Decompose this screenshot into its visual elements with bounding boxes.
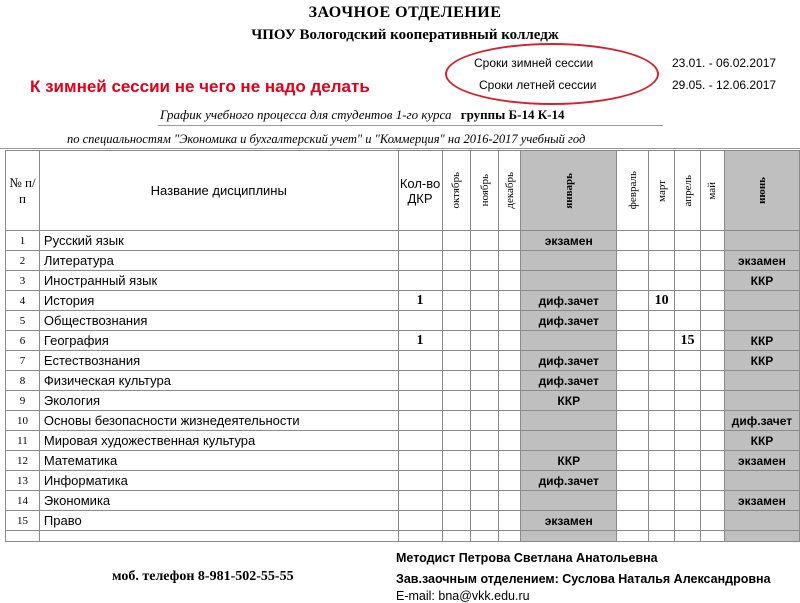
cell-jun: экзамен (724, 451, 799, 471)
cell-dec (499, 351, 521, 371)
dkr-count (398, 391, 442, 411)
col-header-jun (724, 151, 799, 231)
cell-jan: диф.зачет (521, 351, 617, 371)
cell-apr (675, 291, 701, 311)
row-number: 6 (6, 331, 40, 351)
cell-nov (471, 331, 499, 351)
row-number: 13 (6, 471, 40, 491)
cell-apr (675, 431, 701, 451)
month-oct-label: октябрь (450, 172, 463, 209)
department-title: ЗАОЧНОЕ ОТДЕЛЕНИЕ (308, 4, 502, 21)
session-note: К зимней сессии не чего не надо делать (30, 77, 370, 96)
cell-jun: экзамен (724, 251, 799, 271)
cell-oct (442, 371, 471, 391)
col-header-may (701, 151, 725, 231)
blank-cell (442, 531, 471, 542)
cell-dec (499, 371, 521, 391)
cell-jan: диф.зачет (521, 291, 617, 311)
cell-apr (675, 491, 701, 511)
head-line: Зав.заочным отделением: Суслова Наталья Александровна (396, 572, 771, 586)
cell-oct (442, 491, 471, 511)
cell-nov (471, 491, 499, 511)
phone-line: моб. телефон 8-981-502-55-55 (112, 569, 294, 584)
row-number: 9 (6, 391, 40, 411)
cell-nov (471, 451, 499, 471)
cell-jun (724, 371, 799, 391)
table-row (6, 451, 800, 471)
cell-apr (675, 371, 701, 391)
cell-oct (442, 511, 471, 531)
cell-apr (675, 451, 701, 471)
cell-nov (471, 471, 499, 491)
cell-mar (649, 271, 675, 291)
discipline-name: Физическая культура (39, 371, 398, 391)
cell-may (701, 331, 725, 351)
discipline-name: История (39, 291, 398, 311)
cell-jan: экзамен (521, 511, 617, 531)
cell-mar (649, 391, 675, 411)
schedule-groups: группы Б-14 К-14 (460, 107, 565, 122)
cell-may (701, 491, 725, 511)
cell-apr (675, 231, 701, 251)
cell-may (701, 431, 725, 451)
cell-may (701, 231, 725, 251)
discipline-name: Экономика (39, 491, 398, 511)
month-nov-label: ноябрь (478, 174, 491, 207)
cell-mar (649, 231, 675, 251)
cell-nov (471, 271, 499, 291)
cell-apr (675, 391, 701, 411)
discipline-name: Естествознания (39, 351, 398, 371)
cell-apr (675, 411, 701, 431)
month-jun-label: июнь (755, 177, 768, 204)
table-row (6, 411, 800, 431)
cell-may (701, 371, 725, 391)
cell-may (701, 391, 725, 411)
table-row (6, 431, 800, 451)
cell-oct (442, 391, 471, 411)
cell-apr (675, 471, 701, 491)
cell-jun (724, 511, 799, 531)
blank-cell (471, 531, 499, 542)
cell-feb (617, 311, 649, 331)
cell-jan: диф.зачет (521, 471, 617, 491)
blank-cell (724, 531, 799, 542)
caption-underline (158, 125, 663, 126)
cell-oct (442, 431, 471, 451)
cell-feb (617, 491, 649, 511)
dkr-count (398, 451, 442, 471)
cell-may (701, 351, 725, 371)
dkr-count (398, 371, 442, 391)
winter-session-dates: 23.01. - 06.02.2017 (672, 56, 777, 70)
dkr-count: 1 (398, 291, 442, 311)
cell-jan: ККР (521, 451, 617, 471)
cell-jan (521, 331, 617, 351)
table-row (6, 271, 800, 291)
summer-session-dates: 29.05. - 12.06.2017 (672, 78, 777, 92)
table-row (6, 511, 800, 531)
row-number: 1 (6, 231, 40, 251)
dkr-count (398, 511, 442, 531)
row-number: 14 (6, 491, 40, 511)
schedule-caption (160, 107, 564, 123)
cell-jun: экзамен (724, 491, 799, 511)
month-jan-label: январь (562, 172, 575, 209)
cell-dec (499, 411, 521, 431)
col-header-num: № п/п (6, 151, 40, 231)
cell-nov (471, 431, 499, 451)
row-number: 8 (6, 371, 40, 391)
discipline-name: Иностранный язык (39, 271, 398, 291)
table-row-blank (6, 531, 800, 542)
college-title: ЧПОУ Вологодский кооперативный колледж (251, 27, 559, 43)
cell-nov (471, 231, 499, 251)
cell-jun: диф.зачет (724, 411, 799, 431)
cell-may (701, 251, 725, 271)
dkr-count (398, 231, 442, 251)
discipline-name: Литература (39, 251, 398, 271)
cell-dec (499, 391, 521, 411)
table-header-row (6, 151, 800, 231)
cell-feb (617, 251, 649, 271)
row-number: 12 (6, 451, 40, 471)
cell-jun: ККР (724, 351, 799, 371)
cell-mar (649, 491, 675, 511)
cell-may (701, 451, 725, 471)
table-row (6, 391, 800, 411)
cell-feb (617, 411, 649, 431)
cell-apr (675, 511, 701, 531)
cell-jun: ККР (724, 271, 799, 291)
cell-oct (442, 291, 471, 311)
table-row (6, 471, 800, 491)
cell-apr (675, 351, 701, 371)
col-header-oct (442, 151, 471, 231)
cell-jun: ККР (724, 331, 799, 351)
cell-jan (521, 251, 617, 271)
cell-may (701, 471, 725, 491)
month-apr-label: апрель (681, 174, 694, 207)
cell-nov (471, 391, 499, 411)
cell-may (701, 311, 725, 331)
col-header-mar (649, 151, 675, 231)
month-may-label: май (706, 181, 719, 200)
table-row (6, 251, 800, 271)
dkr-count (398, 471, 442, 491)
cell-mar (649, 351, 675, 371)
row-number: 10 (6, 411, 40, 431)
cell-feb (617, 371, 649, 391)
cell-mar (649, 251, 675, 271)
schedule-caption-text: График учебного процесса для студентов 1-го курса (160, 107, 452, 122)
row-number: 11 (6, 431, 40, 451)
cell-feb (617, 231, 649, 251)
blank-cell (649, 531, 675, 542)
cell-feb (617, 391, 649, 411)
discipline-name: Математика (39, 451, 398, 471)
cell-jun (724, 291, 799, 311)
cell-dec (499, 431, 521, 451)
cell-feb (617, 271, 649, 291)
table-row (6, 231, 800, 251)
cell-nov (471, 511, 499, 531)
row-number: 4 (6, 291, 40, 311)
cell-apr (675, 251, 701, 271)
cell-nov (471, 311, 499, 331)
cell-apr (675, 311, 701, 331)
col-header-nov (471, 151, 499, 231)
cell-mar (649, 451, 675, 471)
cell-jan: диф.зачет (521, 311, 617, 331)
row-number: 5 (6, 311, 40, 331)
cell-may (701, 291, 725, 311)
row-number: 15 (6, 511, 40, 531)
table-row (6, 291, 800, 311)
month-mar-label: март (655, 179, 668, 202)
row-number: 7 (6, 351, 40, 371)
session-highlight-ellipse (445, 43, 659, 105)
cell-mar (649, 411, 675, 431)
cell-nov (471, 291, 499, 311)
cell-oct (442, 271, 471, 291)
cell-mar (649, 431, 675, 451)
blank-cell (701, 531, 725, 542)
row-number: 3 (6, 271, 40, 291)
schedule-table (5, 150, 800, 542)
row-number: 2 (6, 251, 40, 271)
month-feb-label: февраль (626, 171, 639, 210)
cell-dec (499, 511, 521, 531)
email-line: E-mail: bna@vkk.edu.ru (396, 589, 530, 603)
cell-feb (617, 351, 649, 371)
cell-feb (617, 471, 649, 491)
table-row (6, 491, 800, 511)
table-row (6, 371, 800, 391)
cell-dec (499, 251, 521, 271)
cell-dec (499, 291, 521, 311)
cell-jan: диф.зачет (521, 371, 617, 391)
cell-jan: ККР (521, 391, 617, 411)
cell-apr (675, 271, 701, 291)
methodist-line: Методист Петрова Светлана Анатольевна (396, 551, 658, 565)
cell-nov (471, 371, 499, 391)
discipline-name: Основы безопасности жизнедеятельности (39, 411, 398, 431)
discipline-name: Обществознания (39, 311, 398, 331)
dkr-count (398, 351, 442, 371)
discipline-name: Право (39, 511, 398, 531)
cell-may (701, 271, 725, 291)
cell-feb (617, 511, 649, 531)
cell-oct (442, 331, 471, 351)
cell-oct (442, 231, 471, 251)
cell-oct (442, 311, 471, 331)
cell-jun: ККР (724, 431, 799, 451)
blank-cell (398, 531, 442, 542)
cell-oct (442, 411, 471, 431)
cell-jun (724, 471, 799, 491)
cell-apr: 15 (675, 331, 701, 351)
cell-oct (442, 471, 471, 491)
dkr-count (398, 491, 442, 511)
dkr-count (398, 411, 442, 431)
blank-cell (521, 531, 617, 542)
discipline-name: География (39, 331, 398, 351)
cell-jun (724, 391, 799, 411)
dkr-count (398, 251, 442, 271)
cell-dec (499, 271, 521, 291)
table-row (6, 331, 800, 351)
cell-jan (521, 491, 617, 511)
col-header-dkr: Кол-во ДКР (398, 151, 442, 231)
blank-cell (617, 531, 649, 542)
cell-jun (724, 311, 799, 331)
cell-feb (617, 431, 649, 451)
winter-session-label: Сроки зимней сессии (474, 56, 594, 70)
month-dec-label: декабрь (503, 172, 516, 209)
cell-may (701, 411, 725, 431)
discipline-name: Информатика (39, 471, 398, 491)
cell-nov (471, 411, 499, 431)
summer-session-label: Сроки летней сессии (479, 78, 597, 92)
table-row (6, 351, 800, 371)
cell-jan (521, 431, 617, 451)
table-row (6, 311, 800, 331)
cell-mar: 10 (649, 291, 675, 311)
cell-nov (471, 351, 499, 371)
cell-dec (499, 231, 521, 251)
specialty-underline (0, 148, 800, 149)
cell-nov (471, 251, 499, 271)
dkr-count: 1 (398, 331, 442, 351)
cell-feb (617, 331, 649, 351)
cell-jun (724, 231, 799, 251)
schedule-specialty: по специальностям "Экономика и бухгалтерский учет" и "Коммерция" на 2016-2017 учебный год (67, 132, 586, 146)
cell-dec (499, 471, 521, 491)
discipline-name: Мировая художественная культура (39, 431, 398, 451)
cell-feb (617, 451, 649, 471)
blank-cell (499, 531, 521, 542)
discipline-name: Экология (39, 391, 398, 411)
blank-cell (675, 531, 701, 542)
cell-dec (499, 451, 521, 471)
col-header-feb (617, 151, 649, 231)
col-header-dec (499, 151, 521, 231)
dkr-count (398, 311, 442, 331)
cell-jan (521, 271, 617, 291)
cell-oct (442, 451, 471, 471)
cell-mar (649, 371, 675, 391)
cell-feb (617, 291, 649, 311)
blank-cell (39, 531, 398, 542)
dkr-count (398, 271, 442, 291)
cell-mar (649, 511, 675, 531)
cell-oct (442, 251, 471, 271)
col-header-name: Название дисциплины (39, 151, 398, 231)
cell-dec (499, 491, 521, 511)
cell-mar (649, 471, 675, 491)
cell-oct (442, 351, 471, 371)
cell-mar (649, 311, 675, 331)
cell-dec (499, 331, 521, 351)
cell-jan: экзамен (521, 231, 617, 251)
cell-mar (649, 331, 675, 351)
dkr-count (398, 431, 442, 451)
cell-dec (499, 311, 521, 331)
cell-jan (521, 411, 617, 431)
col-header-apr (675, 151, 701, 231)
discipline-name: Русский язык (39, 231, 398, 251)
cell-may (701, 511, 725, 531)
col-header-jan (521, 151, 617, 231)
blank-cell (6, 531, 40, 542)
